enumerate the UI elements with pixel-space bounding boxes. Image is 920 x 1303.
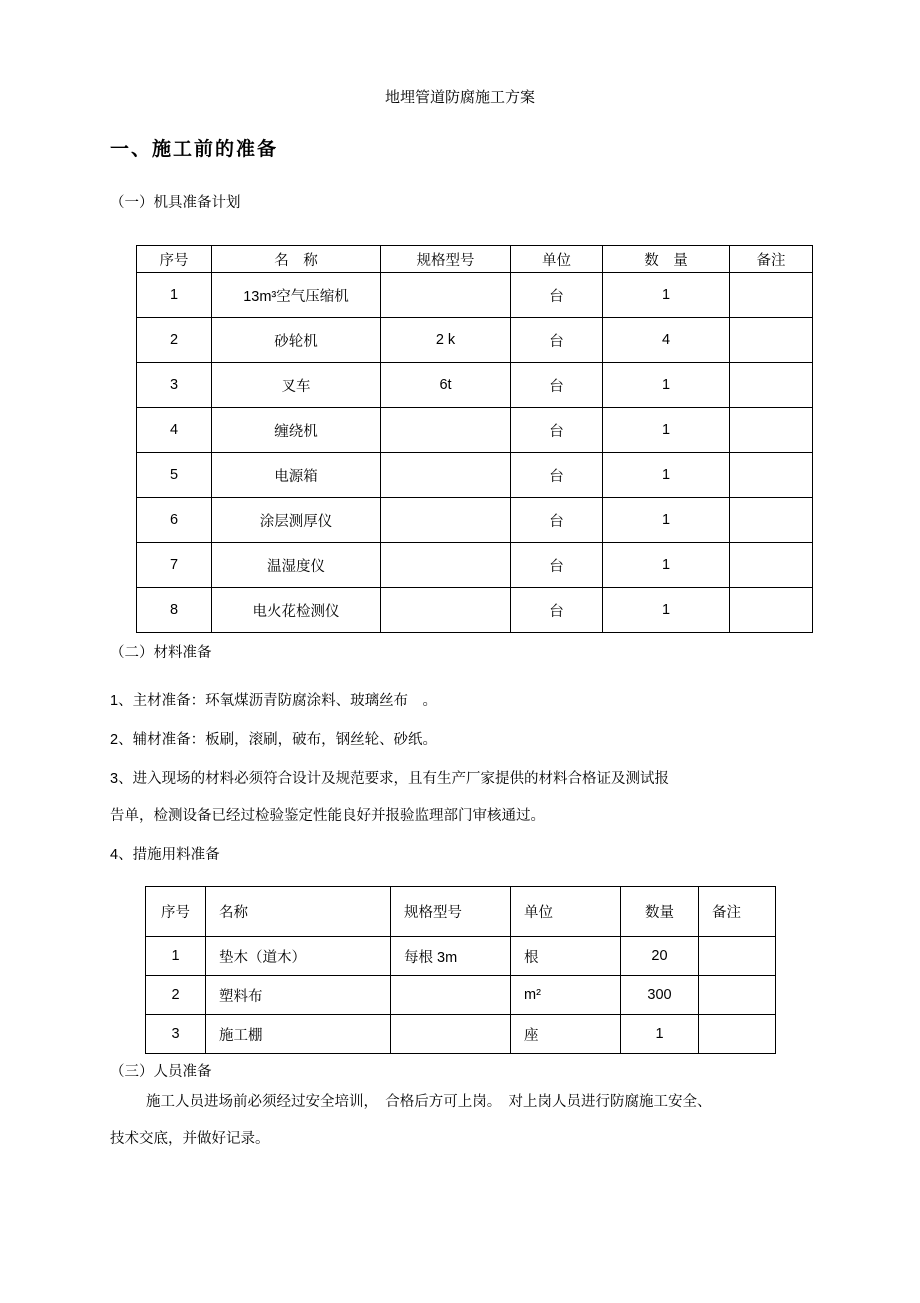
table-cell — [381, 498, 511, 543]
table-cell: 台 — [511, 453, 603, 498]
table-cell: 涂层测厚仪 — [212, 498, 381, 543]
table-cell: 2 — [137, 318, 212, 363]
table-cell — [381, 408, 511, 453]
table-cell: 13m³空气压缩机 — [212, 273, 381, 318]
table-cell: 8 — [137, 588, 212, 633]
column-header: 规格型号 — [391, 887, 511, 937]
table-row — [137, 588, 813, 633]
section-label-equipment-plan: （一）机具准备计划 — [110, 195, 241, 211]
table-cell: 4 — [603, 318, 730, 363]
table-cell: 台 — [511, 318, 603, 363]
table-cell — [381, 453, 511, 498]
paragraph-material-requirements — [110, 761, 824, 835]
table-cell — [730, 318, 813, 363]
table-row — [137, 363, 813, 408]
table-row — [137, 273, 813, 318]
table-cell: 垫木（道木） — [206, 937, 391, 976]
table-cell: 电火花检测仪 — [212, 588, 381, 633]
table-row — [137, 453, 813, 498]
column-header: 数量 — [621, 887, 699, 937]
table-cell: 台 — [511, 363, 603, 408]
table-cell: 台 — [511, 543, 603, 588]
table-cell: 施工棚 — [206, 1015, 391, 1054]
table-cell: 1 — [621, 1015, 699, 1054]
table-cell — [381, 543, 511, 588]
table-cell: 300 — [621, 976, 699, 1015]
paragraph-line: 施工人员进场前必须经过安全培训， 合格后方可上岗。 对上岗人员进行防腐施工安全、 — [146, 1094, 712, 1110]
column-header: 备注 — [730, 246, 813, 273]
table-cell — [391, 1015, 511, 1054]
paragraph-aux-materials: 2、辅材准备：板刷，滚刷，破布，钢丝轮、砂纸。 — [110, 732, 438, 748]
table-cell: 1 — [603, 363, 730, 408]
paragraph-measure-materials: 4、措施用料准备 — [110, 847, 220, 863]
section-label-materials: （二）材料准备 — [110, 645, 212, 661]
column-header: 单位 — [511, 246, 603, 273]
table-cell: m² — [511, 976, 621, 1015]
table-cell: 台 — [511, 273, 603, 318]
table-cell: 缠绕机 — [212, 408, 381, 453]
table-cell: 5 — [137, 453, 212, 498]
table-cell: 4 — [137, 408, 212, 453]
table-row — [146, 976, 776, 1015]
table-cell: 1 — [146, 937, 206, 976]
column-header: 数 量 — [603, 246, 730, 273]
equipment-table — [136, 245, 813, 633]
column-header: 备注 — [699, 887, 776, 937]
table-cell — [730, 363, 813, 408]
heading-preparation: 一、施工前的准备 — [110, 139, 279, 160]
column-header: 名称 — [206, 887, 391, 937]
table-cell: 6 — [137, 498, 212, 543]
table-cell: 座 — [511, 1015, 621, 1054]
column-header: 序号 — [146, 887, 206, 937]
table-cell — [730, 588, 813, 633]
table-row — [146, 1015, 776, 1054]
document-title: 地埋管道防腐施工方案 — [384, 89, 535, 106]
column-header: 单位 — [511, 887, 621, 937]
materials-table — [145, 886, 776, 1054]
table-cell — [391, 976, 511, 1015]
table-cell: 温湿度仪 — [212, 543, 381, 588]
table-cell — [699, 1015, 776, 1054]
table-row — [137, 408, 813, 453]
table-cell: 1 — [603, 408, 730, 453]
table-cell: 叉车 — [212, 363, 381, 408]
table-header-row — [146, 887, 776, 937]
table-cell: 台 — [511, 498, 603, 543]
table-cell — [730, 273, 813, 318]
paragraph-personnel — [110, 1084, 824, 1158]
paragraph-line: 技术交底，并做好记录。 — [110, 1131, 270, 1147]
table-row — [137, 543, 813, 588]
table-cell: 根 — [511, 937, 621, 976]
table-row — [137, 498, 813, 543]
table-cell: 1 — [603, 273, 730, 318]
table-cell: 台 — [511, 588, 603, 633]
paragraph-line: 告单，检测设备已经过检验鉴定性能良好并报验监理部门审核通过。 — [110, 808, 545, 824]
table-cell: 砂轮机 — [212, 318, 381, 363]
table-cell — [699, 937, 776, 976]
table-cell: 2 — [146, 976, 206, 1015]
table-cell: 2 k — [381, 318, 511, 363]
table-cell: 电源箱 — [212, 453, 381, 498]
table-cell — [381, 588, 511, 633]
section-label-personnel: （三）人员准备 — [110, 1064, 212, 1080]
table-cell: 3 — [137, 363, 212, 408]
table-cell: 20 — [621, 937, 699, 976]
table-cell — [730, 543, 813, 588]
table-cell: 7 — [137, 543, 212, 588]
column-header: 规格型号 — [381, 246, 511, 273]
paragraph-main-materials: 1、主材准备：环氧煤沥青防腐涂料、玻璃丝布 。 — [110, 693, 438, 709]
table-cell: 3 — [146, 1015, 206, 1054]
column-header: 名 称 — [212, 246, 381, 273]
table-cell — [699, 976, 776, 1015]
table-cell — [381, 273, 511, 318]
table-row — [137, 318, 813, 363]
table-row — [146, 937, 776, 976]
table-cell: 6t — [381, 363, 511, 408]
table-cell — [730, 453, 813, 498]
table-cell: 1 — [603, 543, 730, 588]
table-cell: 1 — [603, 498, 730, 543]
table-cell — [730, 408, 813, 453]
table-header-row — [137, 246, 813, 273]
table-cell: 1 — [603, 453, 730, 498]
table-cell: 1 — [137, 273, 212, 318]
paragraph-line: 3、进入现场的材料必须符合设计及规范要求，且有生产厂家提供的材料合格证及测试报 — [110, 771, 670, 787]
table-cell: 1 — [603, 588, 730, 633]
table-cell: 台 — [511, 408, 603, 453]
table-cell: 塑料布 — [206, 976, 391, 1015]
table-cell — [730, 498, 813, 543]
table-cell: 每根 3m — [391, 937, 511, 976]
column-header: 序号 — [137, 246, 212, 273]
